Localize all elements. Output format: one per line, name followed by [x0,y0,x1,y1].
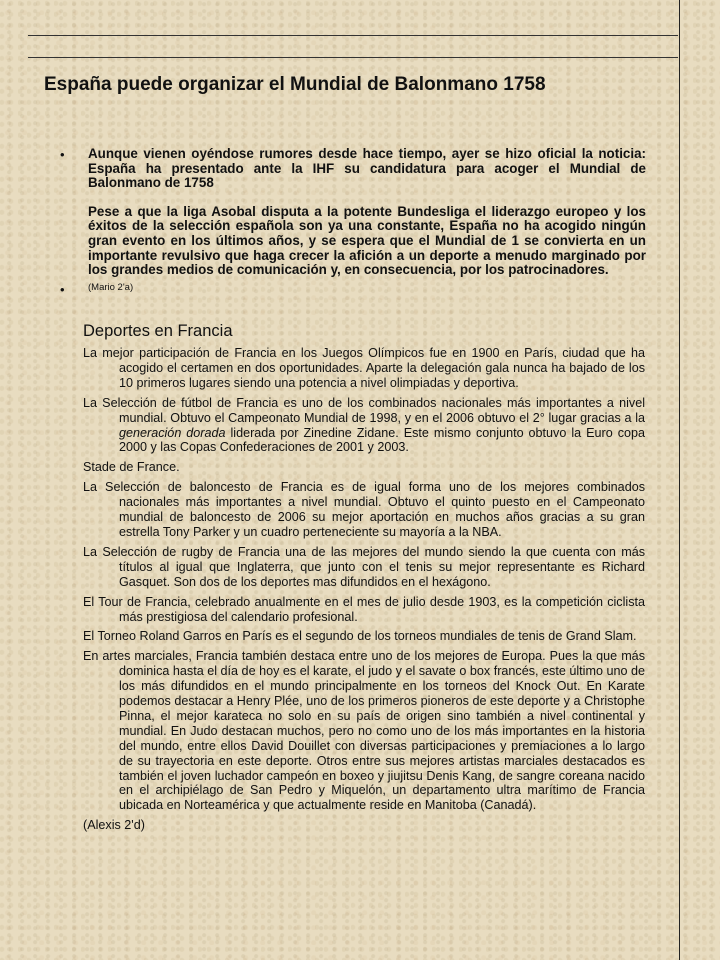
bullet-icon: • [60,147,65,162]
stadium-paragraph: Stade de France. [83,460,180,475]
football-text-em: generación dorada [119,425,226,440]
news-item [60,147,646,278]
vertical-rule [679,0,680,960]
football-paragraph [83,396,645,456]
news-paragraph-2: Pese a que la liga Asobal disputa a la potente Bundesliga el liderazgo europeo y los éxitos de la selección española son ya una constante, España no ha acogido ningún gran evento en los últimos años, y se espera que el Mundial de 1 se convierta en un importante revulsivo que haga crecer la afición a un deporte a menudo marginado por los grandes medios de comunicación y, en consecuencia, por los patrocinadores. [88,203,646,278]
basketball-paragraph: La Selección de baloncesto de Francia es de igual forma uno de los mejores combinados nacionales más importantes a nivel mundial. Obtuvo el quinto puesto en el Campeonato mundial de baloncesto de 2006 su mejor aportación en muchos años gracias a su gran estrella Tony Parker y un cuadro perteneciente su mayoría a la NBA. [83,480,645,539]
top-rule [28,35,678,36]
section-credit: (Alexis 2'd) [83,818,145,833]
football-text-a: La Selección de fútbol de Francia es uno de los combinados nacionales más importantes a nivel mundial. Obtuvo el Campeonato Mundial de 1998, y en el 2006 obtuvo el 2° lugar gracias a la [83,395,645,425]
news-paragraph-1: Aunque vienen oyéndose rumores desde hace tiempo, ayer se hizo oficial la noticia: España ha presentado ante la IHF su candidatura para acoger el Mundial de Balonmano de 1758 [88,146,646,191]
france-section [83,346,645,838]
rugby-paragraph: La Selección de rugby de Francia una de las mejores del mundo siendo la que cuenta con más títulos al igual que Inglaterra, que junto con el tenis su mejor representante es Richard Gasquet. Son dos de los deportes mas difundidos en el hexágono. [83,544,645,589]
page-title: España puede organizar el Mundial de Balonmano 1758 [44,74,546,95]
tour-paragraph: El Tour de Francia, celebrado anualmente en el mes de julio desde 1903, es la competición ciclista más prestigiosa del calendario profesional. [83,594,645,624]
roland-garros-paragraph: El Torneo Roland Garros en París es el segundo de los torneos mundiales de tenis de Grand Slam. [83,629,637,644]
football-text-b: liderada por Zinedine Zidane. Este mismo conjunto obtuvo la Euro copa 2000 y las Copas Confederaciones de 2001 y 2003. [119,425,646,455]
section-heading: Deportes en Francia [83,322,233,340]
bullet-icon: • [60,281,65,297]
news-credit-item [60,281,646,297]
header-rule [28,57,678,58]
martial-arts-paragraph: En artes marciales, Francia también destaca entre uno de los mejores de Europa. Pues la que más dominica hasta el día de hoy es el karate, el judo y el savate o box francés, este último uno de los más difundidos en el mundo principalmente en los torneos del Knock Out. En Karate podemos destacar a Henry Plée, uno de los primeros pioneros de este deporte y a Christophe Pinna, el mejor karateca no solo en su país de origen sino también a nivel continental y mundial. En Judo destacan muchos, pero no como uno de los más importantes en la historia del mundo, entre ellos David Douillet con diversas participaciones y premiaciones a lo largo de su trayectoria en este deporte. Otros entre sus mejores artistas marciales destacados es también el joven luchador campeón en boxeo y jiujitsu Denis Kang, de sangre coreana nacido en el archipiélago de San Pedro y Miquelón, un departamento ultra marítimo de Francia ubicada en Norteamérica y que actualmente reside en Manitoba (Canadá). [83,649,645,813]
olympics-paragraph: La mejor participación de Francia en los Juegos Olímpicos fue en 1900 en París, ciudad que ha acogido el certamen en dos oportunidades. Aparte la delegación gala nunca ha bajado de los 10 primeros lugares siendo una potencia a nivel olimpiadas y deportiva. [83,346,645,390]
news-list [60,146,646,297]
news-credit: (Mario 2'a) [88,281,134,293]
